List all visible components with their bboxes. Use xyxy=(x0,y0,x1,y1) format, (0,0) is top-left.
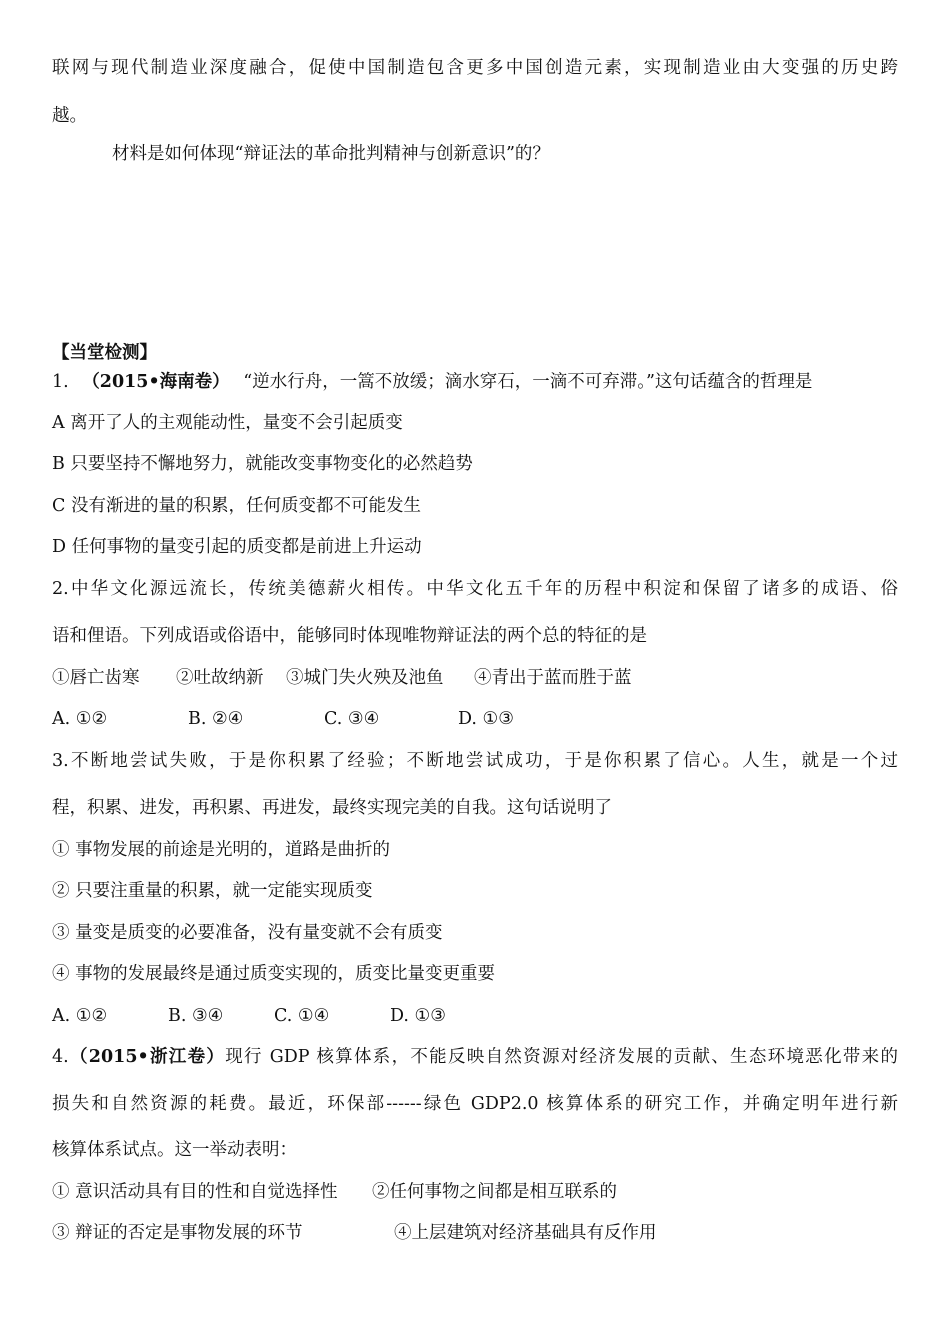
question-3-statement-1: ① 事物发展的前途是光明的，道路是曲折的 xyxy=(52,840,391,860)
answer-option: A. ①② xyxy=(52,1006,108,1026)
answer-option: C. ③④ xyxy=(324,709,380,729)
question-4-statements-row-1 xyxy=(52,1180,617,1204)
question-4-stem-line-2: 损失和自然资源的耗费。最近，环保部------绿色 GDP2.0 核算体系的研究工作，并确定明年进行新 xyxy=(52,1094,898,1114)
question-text: “逆水行舟，一篙不放缓；滴水穿石，一滴不可弃滞。”这句话蕴含的哲理是 xyxy=(243,372,813,392)
question-4-stem xyxy=(52,1045,898,1069)
statement: ②任何事物之间都是相互联系的 xyxy=(372,1182,617,1202)
question-source: （2015•海南卷） xyxy=(82,372,230,392)
question-1-option-d: D 任何事物的量变引起的质变都是前进上升运动 xyxy=(52,537,422,557)
question-number: 4. xyxy=(52,1047,69,1067)
answer-option: D. ①③ xyxy=(390,1006,446,1026)
question-source: （2015•浙江卷） xyxy=(68,1047,226,1067)
question-1-option-b: B 只要坚持不懈地努力，就能改变事物变化的必然趋势 xyxy=(52,454,473,474)
statement: ③ 辩证的否定是事物发展的环节 xyxy=(52,1223,303,1243)
question-1-option-c: C 没有渐进的量的积累，任何质变都不可能发生 xyxy=(52,496,421,516)
item: ③城门失火殃及池鱼 xyxy=(286,668,444,688)
section-title: 【当堂检测】 xyxy=(52,343,157,363)
question-2-stem-line-2: 语和俚语。下列成语或俗语中，能够同时体现唯物辩证法的两个总的特征的是 xyxy=(52,626,647,646)
question-2-options xyxy=(52,707,514,731)
material-text-line-2: 越。 xyxy=(52,106,87,126)
question-3-statement-3: ③ 量变是质变的必要准备，没有量变就不会有质变 xyxy=(52,923,443,943)
item: ①唇亡齿寒 xyxy=(52,668,140,688)
material-text-line-1: 联网与现代制造业深度融合，促使中国制造包含更多中国创造元素，实现制造业由大变强的历史跨 xyxy=(52,58,898,78)
item: ②吐故纳新 xyxy=(176,668,264,688)
question-4-statements-row-2 xyxy=(52,1221,657,1245)
question-4-stem-line-3: 核算体系试点。这一举动表明： xyxy=(52,1140,297,1160)
statement: ① 意识活动具有目的性和自觉选择性 xyxy=(52,1182,338,1202)
statement: ④上层建筑对经济基础具有反作用 xyxy=(394,1223,657,1243)
question-3-stem-line-2: 程，积累、进发，再积累、再进发，最终实现完美的自我。这句话说明了 xyxy=(52,798,612,818)
answer-option: D. ①③ xyxy=(458,709,514,729)
answer-option: B. ②④ xyxy=(188,709,244,729)
question-text: 现行 GDP 核算体系，不能反映自然资源对经济发展的贡献、生态环境恶化带来的 xyxy=(225,1047,898,1067)
answer-option: A. ①② xyxy=(52,709,108,729)
question-3-statement-2: ② 只要注重量的积累，就一定能实现质变 xyxy=(52,881,373,901)
question-3-statement-4: ④ 事物的发展最终是通过质变实现的，质变比量变更重要 xyxy=(52,964,496,984)
question-2-stem-line-1: 2.中华文化源远流长，传统美德薪火相传。中华文化五千年的历程中积淀和保留了诸多的成语、俗 xyxy=(52,579,898,599)
question-number: 1. xyxy=(52,372,69,392)
material-question: 材料是如何体现“辩证法的革命批判精神与创新意识”的？ xyxy=(112,144,550,164)
question-1-stem xyxy=(52,370,812,394)
question-2-items xyxy=(52,666,632,690)
question-1-option-a: A 离开了人的主观能动性，量变不会引起质变 xyxy=(52,413,403,433)
answer-option: C. ①④ xyxy=(274,1006,330,1026)
question-3-stem-line-1: 3.不断地尝试失败，于是你积累了经验；不断地尝试成功，于是你积累了信心。人生，就是一个过 xyxy=(52,751,898,771)
answer-option: B. ③④ xyxy=(168,1006,224,1026)
item: ④青出于蓝而胜于蓝 xyxy=(474,668,632,688)
question-3-options xyxy=(52,1004,446,1028)
